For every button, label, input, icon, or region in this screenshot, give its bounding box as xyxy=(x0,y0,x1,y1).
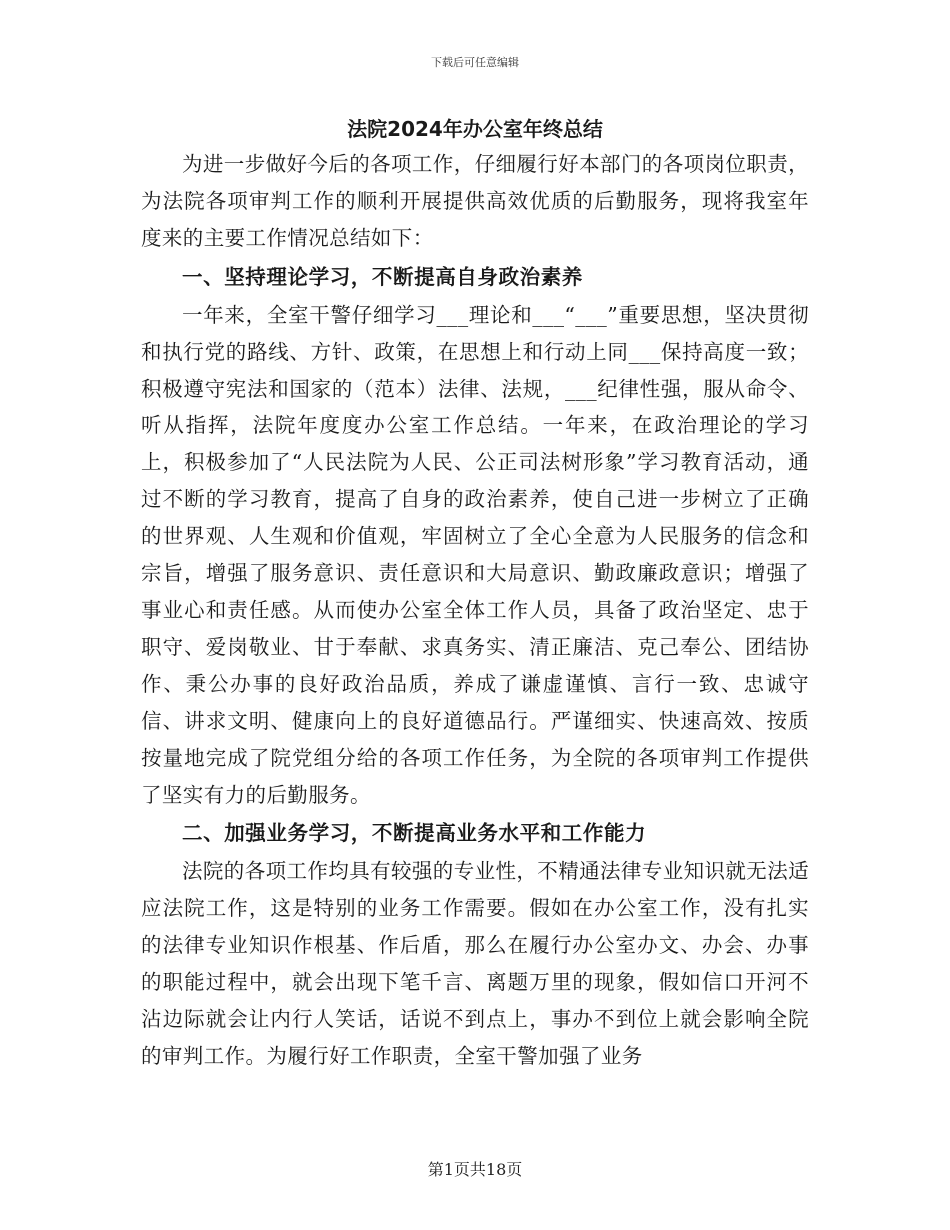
header-note: 下载后可任意编辑 xyxy=(431,56,519,69)
section-1-heading: 一、坚持理论学习，不断提高自身政治素养 xyxy=(182,264,583,289)
document-title: 法院2024年办公室年终总结 xyxy=(347,117,603,141)
intro-paragraph: 为进一步做好今后的各项工作，仔细履行好本部门的各项岗位职责，为法院各项审判工作的顺利开展提供高效优质的后勤服务，现将我室年度来的主要工作情况总结如下： xyxy=(141,152,809,250)
section-2-paragraph: 法院的各项工作均具有较强的专业性，不精通法律专业知识就无法适应法院工作，这是特别的业务工作需要。假如在办公室工作，没有扎实的法律专业知识作根基、作后盾，那么在履行办公室办文、办会、办事的职能过程中，就会出现下笔千言、离题万里的现象，假如信口开河不沾边际就会让内行人笑话，话说不到点上，事办不到位上就会影响全院的审判工作。为履行好工作职责，全室干警加强了业务 xyxy=(141,859,809,1068)
section-1-paragraph: 一年来，全室干警仔细学习___理论和___“___”重要思想，坚决贯彻和执行党的路线、方针、政策，在思想上和行动上同___保持高度一致；积极遵守宪法和国家的（范本）法律、法规，___纪律性强，服从命令、听从指挥，法院年度度办公室工作总结。一年来，在政治理论的学习上，积极参加了“人民法院为人民、公正司法树形象”学习教育活动，通过不断的学习教育，提高了自身的政治素养，使自己进一步树立了正确的世界观、人生观和价值观，牢固树立了全心全意为人民服务的信念和宗旨，增强了服务意识、责任意识和大局意识、勤政廉政意识；增强了事业心和责任感。从而使办公室全体工作人员，具备了政治坚定、忠于职守、爱岗敬业、甘于奉献、求真务实、清正廉洁、克己奉公、团结协作、秉公办事的良好政治品质，养成了谦虚谨慎、言行一致、忠诚守信、讲求文明、健康向上的良好道德品行。严谨细实、快速高效、按质按量地完成了院党组分给的各项工作任务，为全院的各项审判工作提供了坚实有力的后勤服务。 xyxy=(141,302,809,807)
section-2-heading: 二、加强业务学习，不断提高业务水平和工作能力 xyxy=(182,821,647,846)
page-footer: 第1页共18页 xyxy=(427,1160,523,1179)
document-body xyxy=(141,112,809,1075)
